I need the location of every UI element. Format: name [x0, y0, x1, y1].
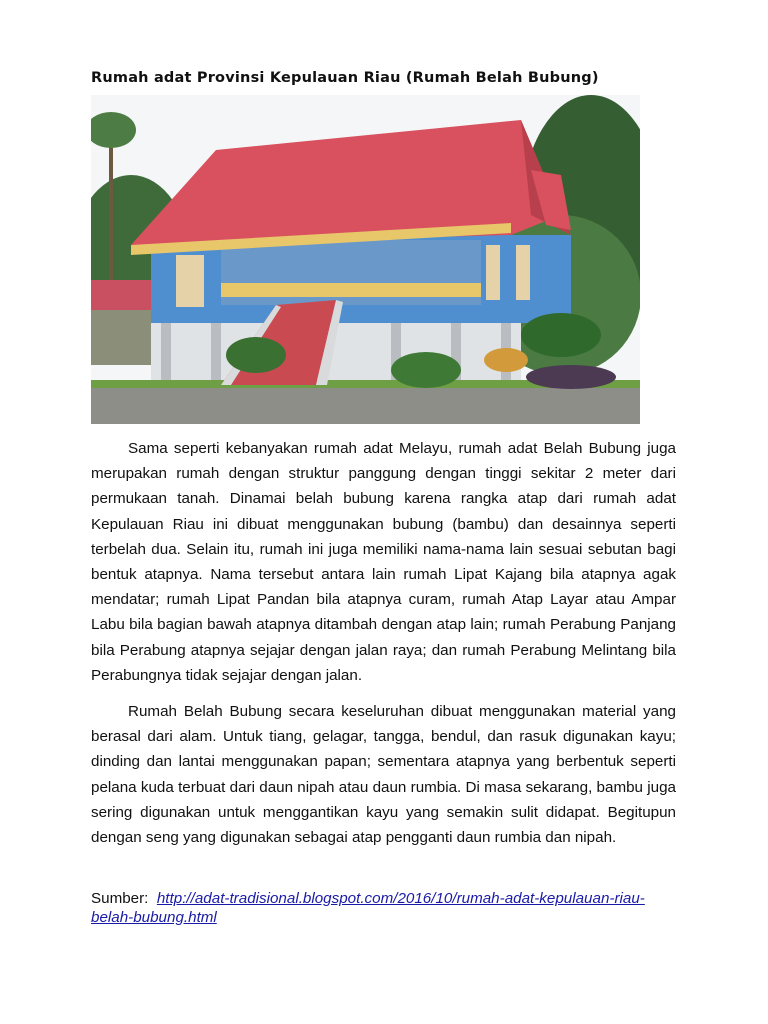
source-link[interactable] — [91, 890, 645, 926]
paragraph-1: Sama seperti kebanyakan rumah adat Melayu, rumah adat Belah Bubung juga merupakan rumah dengan struktur panggung dengan tinggi sekitar 2 meter dari permukaan tanah. Dinamai belah bubung karena rangka atap dari rumah adat Kepulauan Riau ini dibuat menggunakan bubung (bambu) dan desainnya seperti terbelah dua. Selain itu, rumah ini juga memiliki nama-nama lain sesuai sebutan bagi bentuk atapnya. Nama tersebut antara lain rumah Lipat Kajang bila atapnya agak mendatar; rumah Lipat Pandan bila atapnya curam, rumah Atap Layar atau Ampar Labu bila bagian bawah atapnya ditambah dengan atap lain; rumah Perabung Panjang bila Perabung atapnya sejajar dengan jalan raya; dan rumah Perabung Melintang bila Perabungnya tidak sejajar dengan jalan. — [91, 440, 676, 684]
paragraph-2: Rumah Belah Bubung secara keseluruhan dibuat menggunakan material yang berasal dari alam. Untuk tiang, gelagar, tangga, bendul, dan rasuk digunakan kayu; dinding dan lantai menggunakan papan; sementara atapnya yang berbentuk seperti pelana kuda terbuat dari daun nipah atau daun rumbia. Di masa sekarang, bambu juga sering digunakan untuk menggantikan kayu yang semakin sulit didapat. Begitupun dengan seng yang digunakan sebagai atap pengganti daun rumbia dan nipah. — [91, 703, 676, 847]
source-link-line-2: belah-bubung.html — [91, 909, 217, 926]
source-label: Sumber: — [91, 890, 149, 907]
document-title: Rumah adat Provinsi Kepulauan Riau (Rumah Belah Bubung) — [91, 70, 599, 86]
source-link-line-1: http://adat-tradisional.blogspot.com/2016/10/rumah-adat-kepulauan-riau- — [156, 890, 645, 907]
house-photo — [91, 95, 640, 424]
source-citation — [91, 889, 691, 927]
